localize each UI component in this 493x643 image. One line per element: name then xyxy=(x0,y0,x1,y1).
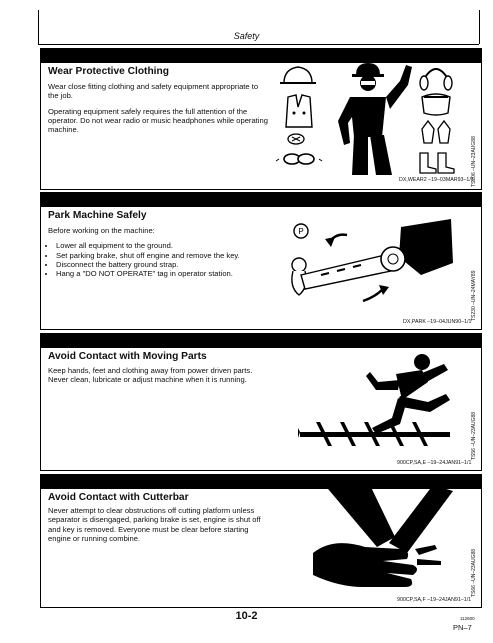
reference-code: 900CP,SA,F –19–24JAN91–1/1 xyxy=(397,597,472,603)
parking-key-illustration xyxy=(281,213,461,313)
cutterbar-illustration xyxy=(303,483,468,595)
list-item: • Disconnect the battery ground strap. xyxy=(56,260,268,269)
section-title-bar xyxy=(41,334,481,348)
left-margin-rule xyxy=(38,10,39,44)
section-body xyxy=(48,82,268,140)
auger-entanglement-icon xyxy=(298,354,450,446)
page-id: PN–7 xyxy=(453,623,472,632)
list-item: • Hang a "DO NOT OPERATE" tag in operator station. xyxy=(56,269,268,278)
goggles-icon xyxy=(276,154,322,164)
hard-hat-icon xyxy=(280,67,316,83)
image-code: TS66 –UN–23AUG88 xyxy=(471,548,477,597)
image-code: TS206 –UN–23AUG88 xyxy=(471,136,477,187)
list-item: • Set parking brake, shut off engine and remove the key. xyxy=(56,251,268,260)
section-title: Park Machine Safely xyxy=(48,210,147,221)
section-title-bar xyxy=(41,193,481,207)
section-title: Avoid Contact with Moving Parts xyxy=(48,351,207,362)
respirator-icon xyxy=(288,134,304,144)
paragraph: Never attempt to clear obstructions off cutting platform unless separator is disengaged, parking brake is set, engine is shut off and key is removed. Everyone must be clear before starting engine or running combine. xyxy=(48,506,261,543)
section-body xyxy=(48,366,268,391)
bullet-list xyxy=(48,241,268,278)
paragraph: Before working on the machine: xyxy=(48,226,155,235)
reference-code: DX,PARK –19–04JUN90–1/1 xyxy=(403,319,472,325)
right-margin-rule xyxy=(479,10,480,44)
worker-figure-icon xyxy=(338,63,412,175)
gloves-icon xyxy=(422,121,450,143)
boots-icon xyxy=(420,153,454,173)
image-code: TS56 –UN–23AUG88 xyxy=(471,411,477,460)
footer-small-code: 112600 xyxy=(460,616,475,621)
reference-code: DX,WEAR2 –19–03MAR93–1/1 xyxy=(399,177,474,183)
auger-illustration xyxy=(296,348,466,460)
section-title: Wear Protective Clothing xyxy=(48,66,169,77)
reference-code: 900CP,SA,E –19–24JAN91–1/1 xyxy=(397,460,472,466)
page-number: 10-2 xyxy=(235,610,258,622)
paragraph: Operating equipment safely requires the full attention of the operator. Do not wear radio or music headphones while operating machine. xyxy=(48,106,268,135)
section-body xyxy=(48,506,268,549)
face-shield-icon xyxy=(422,94,450,115)
parking-key-icon xyxy=(292,219,453,301)
section-avoid-cutterbar xyxy=(40,474,482,608)
section-wear-protective-clothing xyxy=(40,48,482,190)
paragraph: Keep hands, feet and clothing away from power driven parts. Never clean, lubricate or adjust machine when it is running. xyxy=(48,366,253,385)
image-code: TS230 –UN–24MAY89 xyxy=(471,270,477,321)
earmuffs-icon xyxy=(420,69,452,90)
safety-vest-icon xyxy=(286,95,312,127)
section-park-machine-safely xyxy=(40,192,482,330)
list-item: • Lower all equipment to the ground. xyxy=(56,241,268,250)
paragraph: Wear close fitting clothing and safety equipment appropriate to the job. xyxy=(48,82,259,101)
header-rule xyxy=(38,44,479,45)
protective-clothing-illustration xyxy=(274,55,474,179)
hand-cutting-icon xyxy=(313,483,453,587)
svg-text:P: P xyxy=(298,227,304,236)
page-header-title: Safety xyxy=(233,31,260,41)
section-avoid-moving-parts xyxy=(40,333,482,471)
section-body xyxy=(48,226,268,278)
section-title: Avoid Contact with Cutterbar xyxy=(48,492,189,503)
